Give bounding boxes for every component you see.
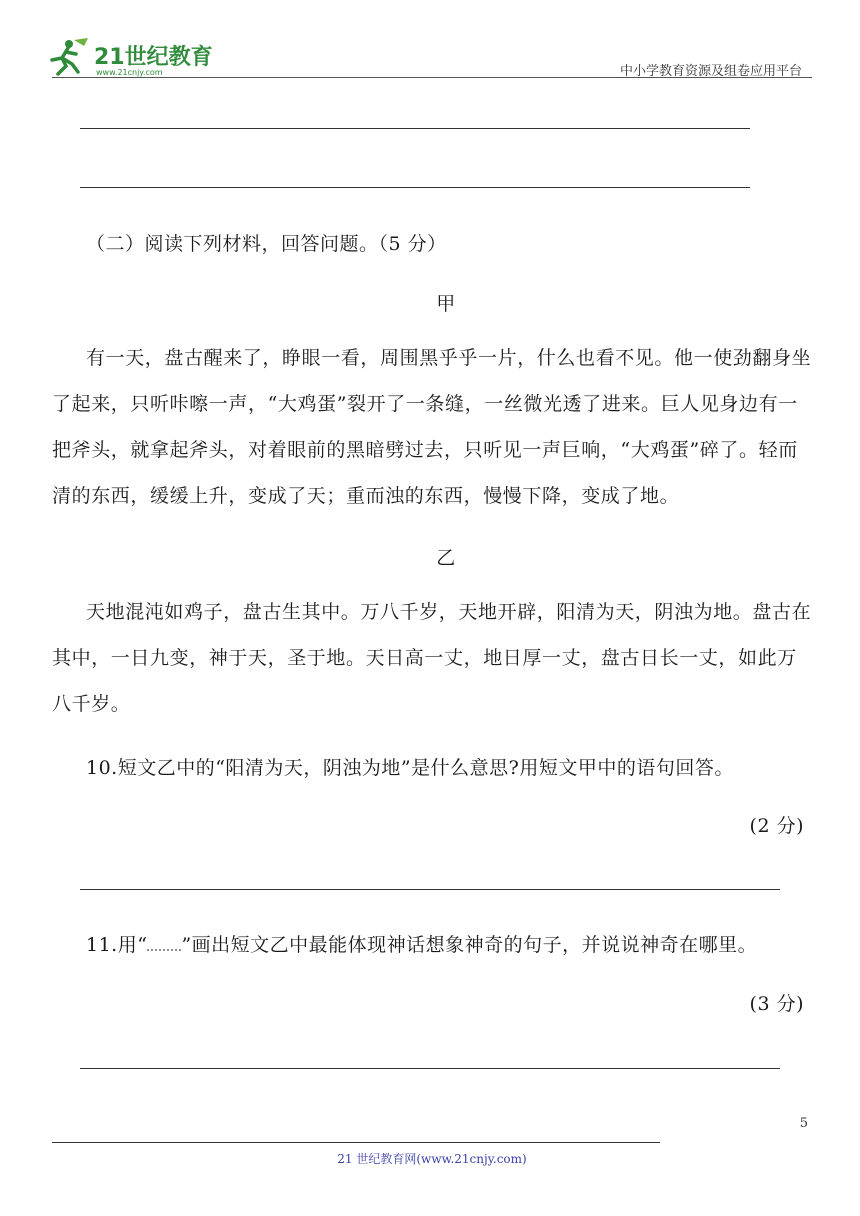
runner-icon	[52, 38, 88, 74]
passage-b-text: 天地混沌如鸡子，盘古生其中。万八千岁，天地开辟，阳清为天，阴浊为地。盘古在其中，一日九变，神于天，圣于地。天日高一丈，地日厚一丈，盘古日长一丈，如此万八千岁。	[52, 601, 812, 715]
passage-b-label: 乙	[436, 547, 456, 569]
question-11	[86, 930, 757, 957]
passage-a-text: 有一天，盘古醒来了，睁眼一看，周围黑乎乎一片，什么也看不见。他一使劲翻身坐了起来，只听咔嚓一声，“大鸡蛋”裂开了一条缝，一丝微光透了进来。巨人见身边有一把斧头，就拿起斧头，对着眼前的黑暗劈过去，只听见一声巨响，“大鸡蛋”碎了。轻而清的东西，缓缓上升，变成了天；重而浊的东西，慢慢下降，变成了地。	[52, 347, 812, 507]
answer-line-q10[interactable]	[80, 889, 780, 890]
site-logo	[44, 34, 224, 78]
footer-site[interactable]: 21 世纪教育网(www.21cnjy.com)	[337, 1152, 527, 1166]
question-11-prefix: 11.用“	[86, 934, 148, 956]
answer-line	[80, 187, 750, 188]
footer-divider	[52, 1142, 660, 1143]
platform-name: 中小学教育资源及组卷应用平台	[619, 64, 802, 79]
section-title: （二）阅读下列材料，回答问题。（5 分）	[86, 233, 447, 255]
dotted-underline-sample	[147, 935, 181, 951]
answer-line	[80, 128, 750, 129]
question-10-score: (2 分)	[749, 815, 804, 837]
passage-a-label: 甲	[436, 293, 456, 315]
logo-text: 21世纪教育	[94, 45, 213, 70]
header-divider	[52, 77, 812, 78]
answer-line-q11[interactable]	[80, 1068, 780, 1069]
question-11-suffix: ”画出短文乙中最能体现神话想象神奇的句子，并说说神奇在哪里。	[181, 934, 758, 956]
question-10: 10.短文乙中的“阳清为天，阴浊为地”是什么意思?用短文甲中的语句回答。	[86, 757, 734, 779]
page-number: 5	[799, 1116, 808, 1131]
question-11-score: (3 分)	[749, 993, 804, 1015]
logo-url: www.21cnjy.com	[96, 68, 163, 77]
